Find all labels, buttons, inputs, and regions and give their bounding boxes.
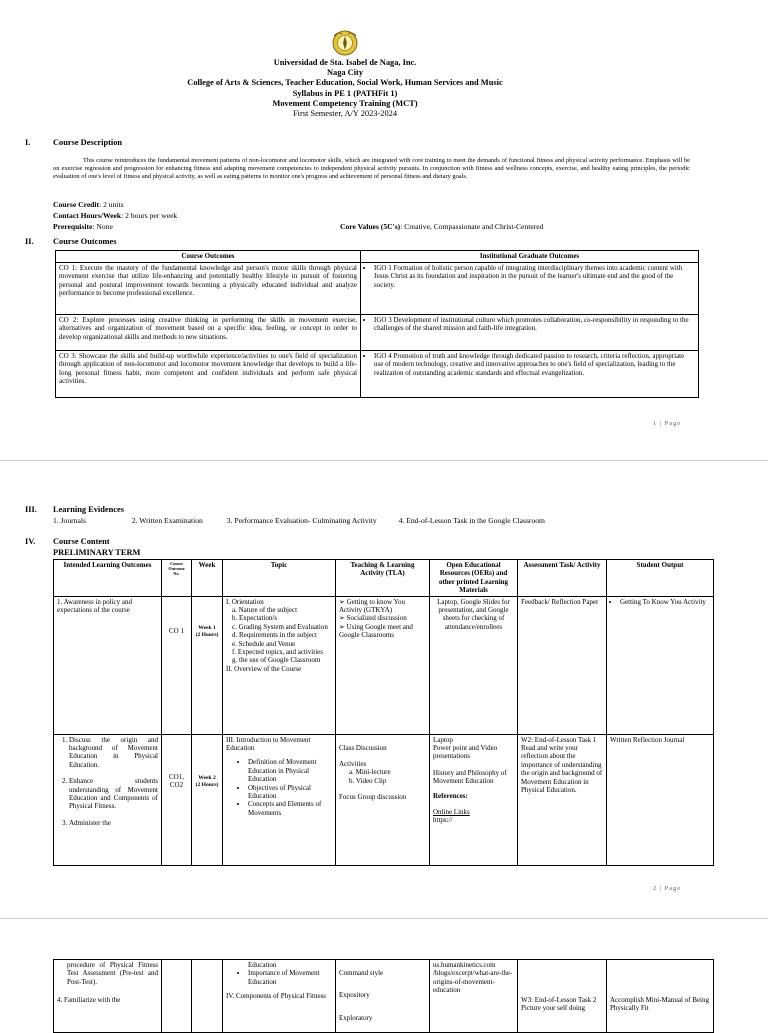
course-title: Movement Competency Training (MCT) [272,98,418,108]
ilo-cell: procedure of Physical Fitness Test Assessment (Pre-test and Post-Test). 4. Familiarize with the [54,960,162,1033]
term: First Semester, A/Y 2023-2024 [292,109,398,119]
table-row [54,734,714,865]
ilo-cell: 1. Awareness in policy and expectations of the course [54,596,162,734]
graduate-outcome: • IGO 3 Development of institutional culture which promotes collaboration, co-responsibility in responding to the challenges of the shared mission and faith-life integration. [361,314,699,350]
core-values: Core Values (5C's): Creative, Compassionate and Christ-Centered [340,222,544,231]
graduate-outcome: • IGO 1 Formation of holistic person capable of integrating interdisciplinary themes into academic content with Jesus Christ as its foundation and inspiration in the pursuit of the learner's ultimate end and the good of the society. [361,262,699,314]
section-4-number: IV. [25,537,36,546]
section-2-number: II. [25,237,34,246]
assessment-cell: Feedback/ Reflection Paper [518,596,607,734]
list-item: 3. Performance Evaluation- Culminating Activity [226,516,377,525]
week-cell: Week 2 (2 Hours) [192,734,223,865]
list-item: 1. Journals [53,516,86,525]
oer-cell: Laptop Power point and Video presentations History and Philosophy of Movement Education References: Online Links https:// [430,734,518,865]
course-outcome: CO 2: Explore processes using creative thinking in performing the skills in movement exercise, alternatives and organization of movement based on a specific idea, feeling, or concept in order to develop organizational skills and methods to new situations. [56,314,361,350]
reference-link[interactable]: https:// [433,816,453,825]
oer-cell: Laptop, Google Slides for presentation, and Google sheets for checking of attendance/enrollees [430,596,518,734]
page-divider [0,460,768,461]
table-row [56,350,699,397]
output-cell: Written Reflection Journal [607,734,714,865]
table-row [54,596,714,734]
syllabus-title: Syllabus in PE 1 (PATHFit 1) [292,88,398,98]
section-2-title: Course Outcomes [53,237,117,246]
column-header: Open Educational Resources (OERs) and other printed Learning Materials [430,560,518,597]
co-cell: CO 1 [162,596,192,734]
table-row [56,314,699,350]
table-header-row [56,251,699,263]
page-divider [0,918,768,919]
column-header: Intended Learning Outcomes [54,560,162,597]
university-name: Universidad de Sta. Isabel de Naga, Inc. [273,58,417,67]
course-outcomes-table [55,250,699,398]
list-item: ➢ Using Google meet and Google Classrooms [339,622,413,640]
column-header: Course Outcomes [56,251,361,263]
output-cell: Accomplish Mini-Manual of Being Physically Fit [607,960,714,1033]
course-content-table-continued [53,959,714,1033]
references-label: References: [433,791,468,800]
course-outcome: CO 3: Showcase the skills and build-up worthwhile experience/activities to one's field of specialization through application of non-locomotor and locomotor movement knowledge that develops to build a life-long personal fitness habit, more competent and confident individuals and perform safe physical activities. [56,350,361,397]
page-number: 2 | Page [653,885,682,892]
city: Naga City [326,68,364,78]
column-header: Week [192,560,223,597]
column-header: Topic [223,560,336,597]
list-item: 4. End-of-Lesson Task in the Google Classroom [398,516,545,525]
output-cell: • Getting To Know You Activity [607,596,714,734]
topic-cell: Education • Importance of Movement Education IV. Components of Physical Fitness [223,960,336,1033]
document-header [0,58,690,119]
page-number: 1 | Page [653,420,682,427]
university-seal [331,28,359,58]
assessment-cell: W3: End-of-Lesson Task 2 Picture your self doing [518,960,607,1033]
list-item: 2. Written Examination [131,516,203,525]
column-header: Student Output [607,560,714,597]
oer-cell: us.humankinetics.com /blogs/excerpt/what-are-the-origins-of-movement-education [430,960,518,1033]
contact-hours: Contact Hours/Week: 2 hours per week [53,211,178,220]
tla-cell: Command style Expository Exploratory [336,960,430,1033]
table-header-row [54,560,714,597]
co-cell: CO1, CO2 [162,734,192,865]
section-1-number: I. [25,138,31,147]
table-row [54,960,714,1033]
section-4-title: Course Content [53,537,110,546]
section-3-title: Learning Evidences [53,505,124,514]
tla-cell: Class Discussion Activities a. Mini-lecture b. Video Clip Focus Group discussion [336,734,430,865]
ilo-cell: 1. Discuss the origin and background of Movement Education in Physical Education. 2. Enhance students understanding of Movement Education and Components of Physical Fitness. 3. Administer the [54,734,162,865]
table-row [56,262,699,314]
topic-cell: III. Introduction to Movement Education • Definition of Movement Education in Physical Education • Objectives of Physical Education • Concepts and Elements of Movements [223,734,336,865]
column-header: Assessment Task/ Activity [518,560,607,597]
week-cell [192,960,223,1033]
graduate-outcome: • IGO 4 Promotion of truth and knowledge through dedicated passion to research, criteria reflection, appropriate use of modern technology, creative and innovative approaches to one's field of specialization, leading to the realization of outstanding academic standards and effectual evangelization. [361,350,699,397]
topic-cell: I. Orientation a. Nature of the subject b. Expectation/s c. Grading System and Evaluation d. Requirements in the subject e. Schedule and Venue f. Expected topics, and activities g. the use of Google Classroom II. Overview of the Course [223,596,336,734]
week-cell: Week 1 (2 Hours) [192,596,223,734]
column-header: Institutional Graduate Outcomes [361,251,699,263]
course-outcome: CO 1: Execute the mastery of the fundamental knowledge and person's motor skills through physical movement exercise that utilize life-enhancing and potentially healthy lifestyle in pursuit of fostering personal and postural improvement towards becoming a physically educated individual and analyze performance to become professional excellence. [56,262,361,314]
list-item: ➢ Getting to know You Activity (GTKYA) [339,597,405,615]
assessment-cell: W2: End-of-Lesson Task 1 Read and write your reflection about the importance of understanding the origin and background of Movement Education in Physical Education. [518,734,607,865]
column-header: Course Outcome No. [162,560,192,597]
column-header: Teaching & Learning Activity (TLA) [336,560,430,597]
list-item: ➢ Socialized discussion [339,614,407,623]
prerequisite: Prerequisite: None [53,222,113,231]
course-content-table [53,559,714,866]
co-cell [162,960,192,1033]
section-1-title: Course Description [53,138,123,147]
course-description: This course reintroduces the fundamental movement patterns of non-locomotor and locomotor skills, which are integrated with core training to meet the demands of functional fitness and physical activity performance. Emphasis will be on exercise regression and progression for enhancing fitness and adapting movement competencies to independent physical activity pursuits. In conjunction with fitness and wellness concepts, exercise, and healthy eating principles, the periodic evaluation of one's level of fitness and physical activity, as well as eating patterns to monitor one's progress and achievement of personal fitness and dietary goals. [53,157,690,181]
course-credit: Course Credit: 2 units [53,200,124,209]
section-3-number: III. [25,505,37,514]
term-heading: PRELIMINARY TERM [53,548,141,557]
online-links[interactable]: Online Links [433,808,470,817]
college-name: College of Arts & Sciences, Teacher Education, Social Work, Human Services and Music [187,78,503,88]
tla-cell [336,596,430,734]
learning-evidence-list [53,516,693,525]
